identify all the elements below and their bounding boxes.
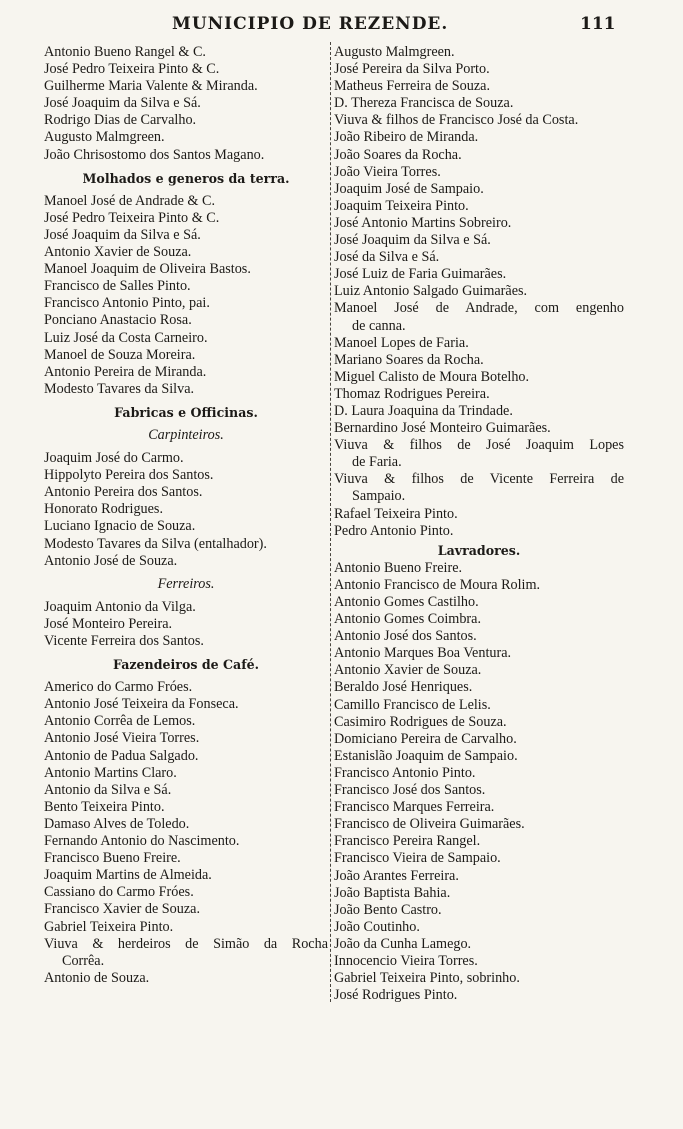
list-item: João da Cunha Lamego. [334, 935, 472, 952]
list-item: Antonio José Vieira Torres. [44, 730, 200, 747]
list-item: Antonio Bueno Freire. [334, 559, 463, 576]
list-item: Antonio Pereira de Miranda. [44, 363, 207, 380]
list-item: Joaquim José de Sampaio. [334, 180, 484, 197]
list-item: Joaquim Teixeira Pinto. [334, 197, 469, 214]
list-item: João Ribeiro de Miranda. [334, 129, 479, 146]
list-item: Augusto Malmgreen. [44, 129, 165, 146]
subheading-ferreiros: Ferreiros. [157, 575, 215, 592]
list-item: Gabriel Teixeira Pinto, sobrinho. [334, 970, 520, 987]
list-item: Guilherme Maria Valente & Miranda. [44, 78, 258, 95]
list-item: Antonio Xavier de Souza. [44, 244, 192, 261]
list-item: Antonio Marques Boa Ventura. [334, 645, 512, 662]
list-item: Rodrigo Dias de Carvalho. [44, 112, 197, 129]
list-item: Thomaz Rodrigues Pereira. [334, 385, 490, 402]
list-item: João Baptista Bahia. [334, 884, 451, 901]
list-item: Miguel Calisto de Moura Botelho. [334, 368, 530, 385]
list-item: Francisco Xavier de Souza. [44, 901, 201, 918]
list-item: João Arantes Ferreira. [334, 867, 459, 884]
list-item: José Pereira da Silva Porto. [334, 61, 490, 78]
section-heading-molhados: Molhados e generos da terra. [82, 170, 290, 186]
list-item: Americo do Carmo Fróes. [44, 679, 193, 696]
list-item: Viuva & herdeiros de Simão da Rocha [44, 935, 328, 952]
list-item: José da Silva e Sá. [334, 249, 440, 266]
list-item: Antonio Francisco de Moura Rolim. [334, 576, 541, 593]
list-item: Damaso Alves de Toledo. [44, 815, 190, 832]
list-item: João Soares da Rocha. [334, 146, 462, 163]
list-item: Francisco Marques Ferreira. [334, 799, 495, 816]
list-item: Fernando Antonio do Nascimento. [44, 833, 240, 850]
list-item: José Luiz de Faria Guimarães. [334, 266, 507, 283]
list-item: Manoel José de Andrade, com engenho [334, 300, 624, 317]
list-item: Bento Teixeira Pinto. [44, 798, 165, 815]
list-item: Viuva & filhos de Francisco José da Costa. [334, 112, 579, 129]
page-header [0, 14, 683, 40]
list-item: José Pedro Teixeira Pinto & C. [44, 61, 220, 78]
list-item: Luiz Antonio Salgado Guimarães. [334, 283, 528, 300]
list-item: José Antonio Martins Sobreiro. [334, 214, 512, 231]
list-item: Antonio de Padua Salgado. [44, 747, 199, 764]
list-item: José Pedro Teixeira Pinto & C. [44, 209, 220, 226]
list-item: João Chrisostomo dos Santos Magano. [44, 146, 265, 163]
list-item-continuation: Sampaio. [352, 488, 406, 505]
list-item: Matheus Ferreira de Souza. [334, 78, 491, 95]
left-column [44, 44, 328, 987]
list-item: Antonio Gomes Coimbra. [334, 611, 481, 628]
list-item: João Coutinho. [334, 918, 420, 935]
list-item: Antonio de Souza. [44, 969, 150, 986]
section-heading-lavradores: Lavradores. [437, 542, 521, 558]
list-item: Antonio Pereira dos Santos. [44, 484, 203, 501]
list-item: Gabriel Teixeira Pinto. [44, 918, 174, 935]
list-item: Joaquim José do Carmo. [44, 450, 184, 467]
list-item: Manoel de Souza Moreira. [44, 346, 196, 363]
list-item: Luiz José da Costa Carneiro. [44, 329, 208, 346]
list-item: Antonio da Silva e Sá. [44, 781, 172, 798]
list-item: Antonio Martins Claro. [44, 764, 177, 781]
list-item: Augusto Malmgreen. [334, 44, 455, 60]
list-item: Francisco de Oliveira Guimarães. [334, 816, 525, 833]
list-item: Ponciano Anastacio Rosa. [44, 312, 192, 329]
list-item: Bernardino José Monteiro Guimarães. [334, 420, 551, 437]
list-item: Viuva & filhos de Vicente Ferreira de [334, 471, 624, 488]
list-item: Mariano Soares da Rocha. [334, 351, 484, 368]
list-item: Joaquim Martins de Almeida. [44, 867, 212, 884]
list-item: Hippolyto Pereira dos Santos. [44, 467, 214, 484]
list-item: José Monteiro Pereira. [44, 615, 173, 632]
list-item: Viuva & filhos de José Joaquim Lopes [334, 437, 624, 454]
list-item-continuation: de Faria. [352, 454, 402, 471]
list-item: Joaquim Antonio da Vilga. [44, 598, 196, 615]
page-number: 111 [580, 14, 616, 34]
section-heading-fazendeiros: Fazendeiros de Café. [112, 657, 260, 673]
list-item: Manoel José de Andrade & C. [44, 192, 216, 209]
list-item: Antonio Xavier de Souza. [334, 662, 482, 679]
list-item: José Rodrigues Pinto. [334, 987, 458, 1004]
list-item: Vicente Ferreira dos Santos. [44, 633, 204, 649]
list-item: Modesto Tavares da Silva. [44, 380, 195, 397]
list-item: Pedro Antonio Pinto. [334, 522, 454, 539]
list-item: Antonio Corrêa de Lemos. [44, 713, 196, 730]
list-item: Honorato Rodrigues. [44, 501, 164, 518]
list-item-continuation: de canna. [352, 317, 406, 334]
right-column [334, 44, 624, 1004]
list-item: José Joaquim da Silva e Sá. [334, 232, 491, 249]
list-item: Antonio Bueno Rangel & C. [44, 44, 206, 60]
list-item: Modesto Tavares da Silva (entalhador). [44, 535, 267, 552]
list-item: Antonio José de Souza. [44, 552, 178, 569]
list-item-continuation: Corrêa. [62, 952, 105, 969]
list-item: Rafael Teixeira Pinto. [334, 505, 458, 522]
list-item: Francisco Antonio Pinto. [334, 764, 476, 781]
list-item: Estanislão Joaquim de Sampaio. [334, 747, 518, 764]
list-item: Camillo Francisco de Lelis. [334, 696, 491, 713]
list-item: D. Thereza Francisca de Souza. [334, 95, 514, 112]
list-item: Francisco Antonio Pinto, pai. [44, 295, 210, 312]
list-item: Manoel Joaquim de Oliveira Bastos. [44, 261, 251, 278]
list-item: José Joaquim da Silva e Sá. [44, 95, 201, 112]
list-item: Francisco Bueno Freire. [44, 850, 181, 867]
list-item: Francisco Vieira de Sampaio. [334, 850, 501, 867]
list-item: Antonio José dos Santos. [334, 628, 477, 645]
column-divider [330, 42, 332, 1002]
list-item: D. Laura Joaquina da Trindade. [334, 402, 513, 419]
list-item: Beraldo José Henriques. [334, 679, 473, 696]
subheading-carpinteiros: Carpinteiros. [148, 426, 224, 443]
list-item: Domiciano Pereira de Carvalho. [334, 730, 517, 747]
list-item: Manoel Lopes de Faria. [334, 334, 469, 351]
list-item: José Joaquim da Silva e Sá. [44, 226, 201, 243]
list-item: Luciano Ignacio de Souza. [44, 518, 196, 535]
list-item: Antonio José Teixeira da Fonseca. [44, 696, 239, 713]
list-item: Francisco José dos Santos. [334, 782, 486, 799]
list-item: Cassiano do Carmo Fróes. [44, 884, 194, 901]
list-item: Francisco Pereira Rangel. [334, 833, 481, 850]
section-heading-fabricas: Fabricas e Officinas. [114, 404, 258, 420]
list-item: Francisco de Salles Pinto. [44, 278, 191, 295]
list-item: João Bento Castro. [334, 901, 442, 918]
list-item: João Vieira Torres. [334, 163, 441, 180]
list-item: Casimiro Rodrigues de Souza. [334, 713, 507, 730]
list-item: Antonio Gomes Castilho. [334, 594, 479, 610]
list-item: Innocencio Vieira Torres. [334, 952, 478, 969]
page-title: MUNICIPIO DE REZENDE. [172, 14, 449, 34]
